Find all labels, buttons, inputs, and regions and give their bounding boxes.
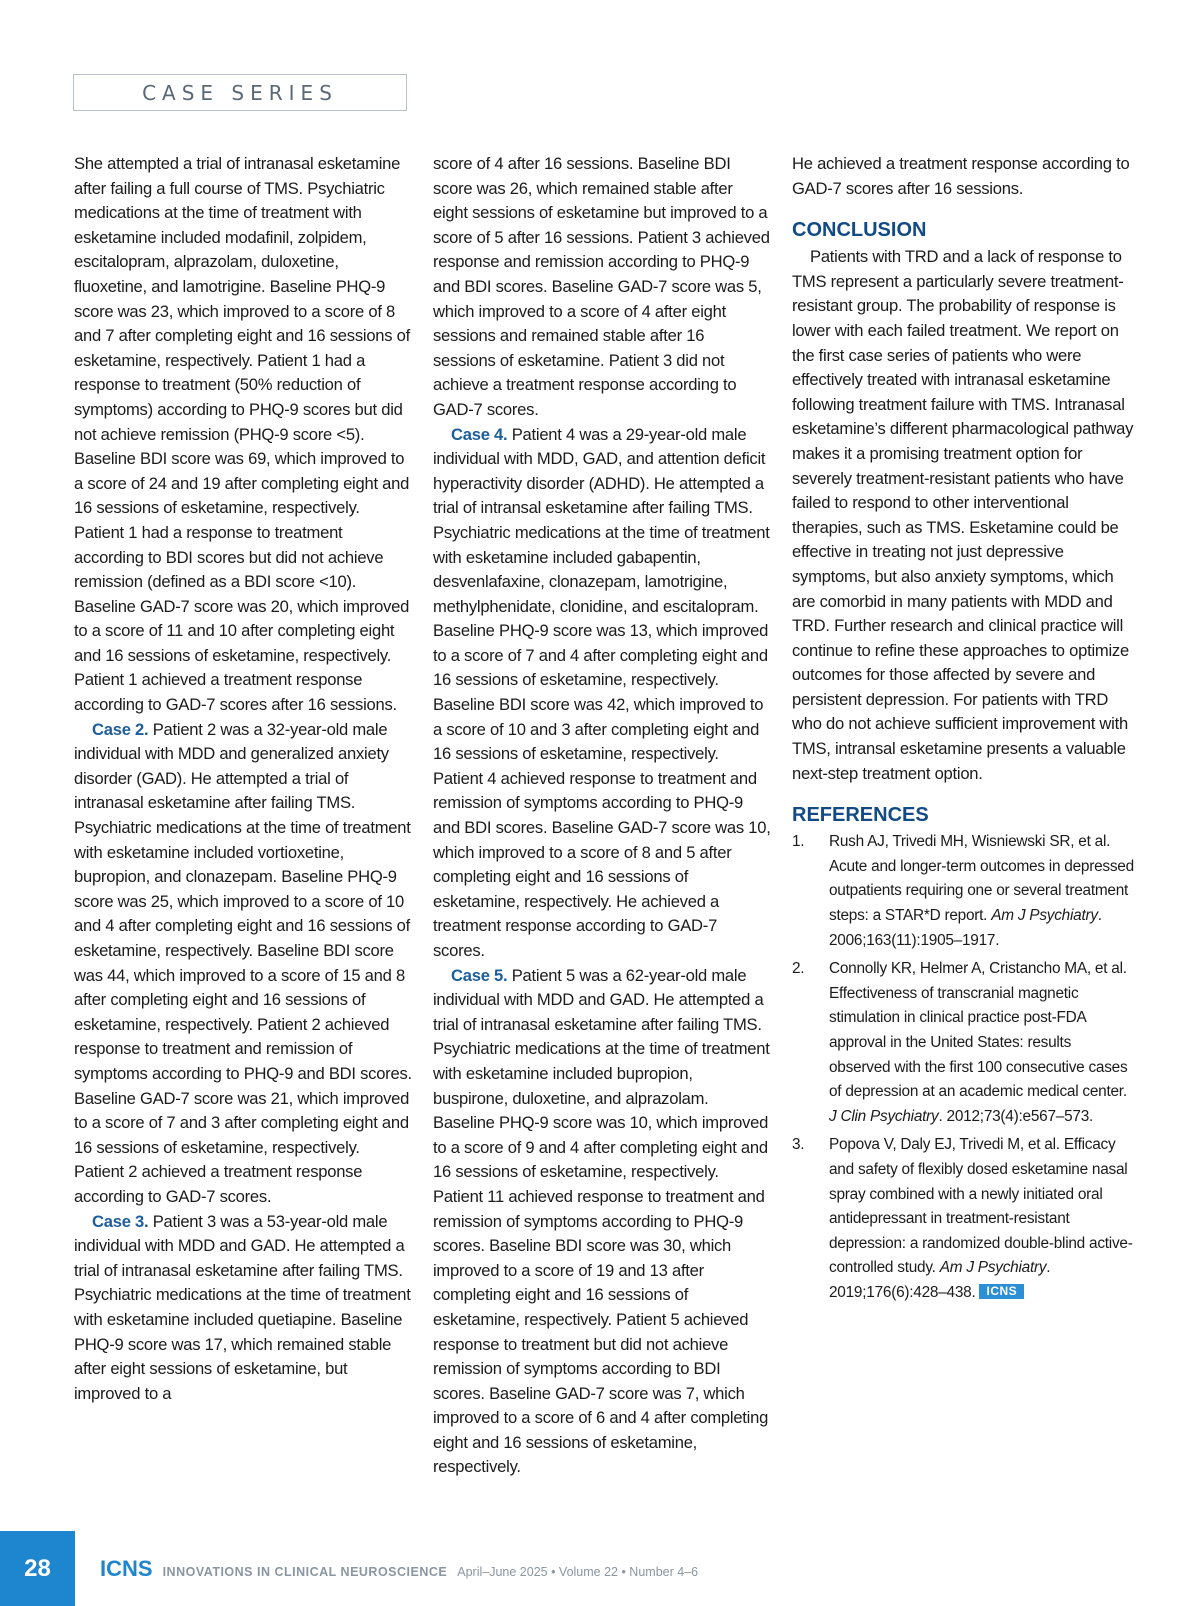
case-2-label: Case 2. xyxy=(92,719,149,739)
text-column-3 xyxy=(792,152,1134,1306)
paragraph-case3-continued: score of 4 after 16 sessions. Baseline BDI score was 26, which remained stable after eight sessions of esketamine but improved to a score of 5 after 16 sessions. Patient 3 achieved response and remission according to PHQ-9 and BDI scores. Baseline GAD-7 score was 5, which improved to a score of 4 after eight sessions and remained stable after 16 sessions of esketamine. Patient 3 did not achieve a treatment response according to GAD-7 scores. xyxy=(433,154,770,419)
journal-logo: ICNS xyxy=(100,1556,153,1581)
reference-item xyxy=(792,1133,1134,1305)
conclusion-heading: CONCLUSION xyxy=(792,219,927,242)
case-3-label: Case 3. xyxy=(92,1211,149,1231)
case-3-text: Patient 3 was a 53-year-old male individual with MDD and GAD. He attempted a trial of intranasal esketamine after failing TMS. Psychiatric medications at the time of treatment with esketamine included quetiapine. Baseline PHQ-9 score was 17, which remained stable after eight sessions of esketamine, but improved to a xyxy=(74,1211,411,1403)
reference-journal: J Clin Psychiatry xyxy=(829,1107,939,1125)
references-heading: REFERENCES xyxy=(792,804,929,827)
case-5-text: Patient 5 was a 62-year-old male individual with MDD and GAD. He attempted a trial of intranasal esketamine after failing TMS. Psychiatric medications at the time of treatment with esketamine included bupropion, buspirone, duloxetine, and alprazolam. Baseline PHQ-9 score was 10, which improved to a score of 9 and 4 after completing eight and 16 sessions of esketamine, respectively. Patient 11 achieved response to treatment and remission of symptoms according to PHQ-9 scores. Baseline BDI score was 30, which improved to a score of 19 and 13 after completing eight and 16 sessions of esketamine, respectively. Patient 5 achieved response to treatment but did not achieve remission of symptoms according to BDI scores. Baseline GAD-7 score was 7, which improved to a score of 6 and 4 after completing eight and 16 sessions of esketamine, respectively. xyxy=(433,965,770,1477)
issue-info: April–June 2025 • Volume 22 • Number 4–6 xyxy=(457,1565,699,1579)
reference-number: 2. xyxy=(792,960,805,978)
paragraph-case1-continued: She attempted a trial of intranasal esketamine after failing a full course of TMS. Psychiatric medications at the time of treatment with esketamine included modafinil, zolpidem, escitalopram, alprazolam, duloxetine, fluoxetine, and lamotrigine. Baseline PHQ-9 score was 23, which improved to a score of 8 and 7 after completing eight and 16 sessions of esketamine, respectively. Patient 1 had a response to treatment (50% reduction of symptoms) according to PHQ-9 scores but did not achieve remission (PHQ-9 score <5). Baseline BDI score was 69, which improved to a score of 24 and 19 after completing eight and 16 sessions of esketamine, respectively. Patient 1 had a response to treatment according to BDI scores but did not achieve remission (defined as a BDI score <10). Baseline GAD-7 score was 20, which improved to a score of 11 and 10 after completing eight and 16 sessions of esketamine, respectively. Patient 1 achieved a treatment response according to GAD-7 scores after 16 sessions. xyxy=(74,154,411,715)
paragraph-case3 xyxy=(74,1210,412,1407)
paragraph-case5 xyxy=(433,964,771,1480)
case-2-text: Patient 2 was a 32-year-old male individual with MDD and generalized anxiety disorder (GAD). He attempted a trial of intranasal esketamine after failing TMS. Psychiatric medications at the time of treatment with esketamine included vortioxetine, bupropion, and clonazepam. Baseline PHQ-9 score was 25, which improved to a score of 10 and 4 after completing eight and 16 sessions of esketamine, respectively. Baseline BDI score was 44, which improved to a score of 15 and 8 after completing eight and 16 sessions of esketamine, respectively. Patient 2 achieved response to treatment and remission of symptoms according to PHQ-9 and BDI scores. Baseline GAD-7 score was 21, which improved to a score of 7 and 3 after completing eight and 16 sessions of esketamine, respectively. Patient 2 achieved a treatment response according to GAD-7 scores. xyxy=(74,719,412,1206)
reference-number: 1. xyxy=(792,833,805,851)
footer xyxy=(100,1556,698,1586)
paragraph-case5-end: He achieved a treatment response according to GAD-7 scores after 16 sessions. xyxy=(792,154,1130,198)
conclusion-paragraph: Patients with TRD and a lack of response to TMS represent a particularly severe treatment-resistant group. The probability of response is lower with each failed treatment. We report on the first case series of patients who were effectively treated with intranasal esketamine following treatment failure with TMS. Intranasal esketamine’s different pharmacological pathway makes it a promising treatment option for severely treatment-resistant patients who have failed to respond to other interventional therapies, such as TMS. Esketamine could be effective in treating not just depressive symptoms, but also anxiety symptoms, which are comorbid in many patients with MDD and TRD. Further research and clinical practice will continue to refine these approaches to optimize outcomes for those affected by severe and persistent depression. For patients with TRD who do not achieve sufficient improvement with TMS, intransal esketamine presents a valuable next-step treatment option. xyxy=(792,247,1134,783)
case-4-text: Patient 4 was a 29-year-old male individual with MDD, GAD, and attention deficit hyperactivity disorder (ADHD). He attempted a trial of intransal esketamine after failing TMS. Psychiatric medications at the time of treatment with esketamine included gabapentin, desvenlafaxine, clonazepam, lamotrigine, methylphenidate, clonidine, and escitalopram. Baseline PHQ-9 score was 13, which improved to a score of 7 and 4 after completing eight and 16 sessions of esketamine, respectively. Baseline BDI score was 42, which improved to a score of 10 and 3 after completing eight and 16 sessions of esketamine, respectively. Patient 4 achieved response to treatment and remission of symptoms according to PHQ-9 and BDI scores. Baseline GAD-7 score was 10, which improved to a score of 8 and 5 after completing eight and 16 sessions of esketamine, respectively. He achieved a treatment response according to GAD-7 scores. xyxy=(433,424,771,960)
reference-text: Popova V, Daly EJ, Trivedi M, et al. Efficacy and safety of flexibly dosed esketamine nasal spray combined with a newly initiated oral antidepressant in treatment-resistant depression: a randomized double-blind active-controlled study. xyxy=(829,1136,1133,1277)
paragraph-case4 xyxy=(433,423,771,964)
reference-item xyxy=(792,957,1134,1129)
reference-citation: . 2019;176(6):428–438. xyxy=(829,1259,1051,1301)
reference-text: Rush AJ, Trivedi MH, Wisniewski SR, et al. Acute and longer-term outcomes in depressed outpatients requiring one or several treatment steps: a STAR*D report. xyxy=(829,833,1134,925)
references-list xyxy=(792,830,1134,1305)
text-column-1 xyxy=(74,152,412,1406)
journal-name: INNOVATIONS IN CLINICAL NEUROSCIENCE xyxy=(162,1565,448,1579)
section-label: CASE SERIES xyxy=(73,74,407,111)
end-of-article-badge: ICNS xyxy=(979,1284,1024,1299)
reference-citation: . 2012;73(4):e567–573. xyxy=(938,1107,1094,1125)
reference-journal: Am J Psychiatry xyxy=(939,1259,1047,1277)
reference-text: Connolly KR, Helmer A, Cristancho MA, et al. Effectiveness of transcranial magnetic stimulation in clinical practice post-FDA approval in the United States: results observed with the first 100 consecutive cases of depression at an academic medical center. xyxy=(829,960,1128,1101)
page-number: 28 xyxy=(0,1531,75,1606)
reference-number: 3. xyxy=(792,1136,805,1154)
case-4-label: Case 4. xyxy=(451,424,508,444)
case-5-label: Case 5. xyxy=(451,965,508,985)
reference-citation: . 2006;163(11):1905–1917. xyxy=(829,907,1102,949)
reference-item xyxy=(792,830,1134,953)
paragraph-case2 xyxy=(74,718,412,1210)
reference-journal: Am J Psychiatry xyxy=(991,907,1098,925)
text-column-2 xyxy=(433,152,771,1480)
